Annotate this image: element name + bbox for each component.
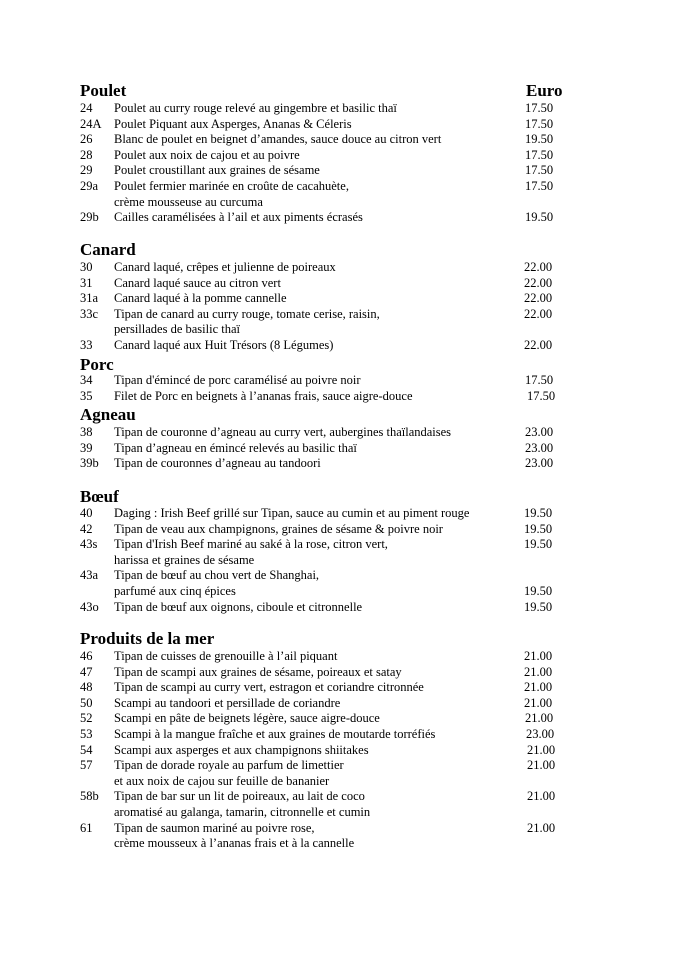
item-price: 23.00: [525, 456, 554, 471]
item-number: 53: [80, 727, 93, 741]
item-description: Tipan de veau aux champignons, graines de sésame & poivre noir: [114, 521, 443, 536]
item-price: 22.00: [524, 306, 553, 321]
item-description: Tipan de couronne d’agneau au curry vert, aubergines thaïlandaises: [114, 425, 452, 439]
item-description: Poulet au curry rouge relevé au gingembre et basilic thaï: [114, 101, 397, 115]
item-price: 19.50: [524, 599, 553, 614]
item-description: Tipan de bar sur un lit de poireaux, au lait de coco: [114, 789, 365, 804]
item-number: 26: [80, 132, 93, 147]
item-price: 17.50: [525, 179, 554, 193]
item-number: 35: [80, 388, 93, 403]
item-number: 54: [80, 742, 93, 757]
item-number: 33: [80, 338, 93, 352]
item-price: 17.50: [525, 147, 554, 162]
item-description: Scampi au tandoori et persillade de coriandre: [114, 695, 341, 710]
item-description: Poulet Piquant aux Asperges, Ananas & Céleris: [114, 116, 352, 131]
item-description: Tipan d’agneau en émincé relevés au basilic thaï: [114, 440, 357, 455]
item-description: aromatisé au galanga, tamarin, citronnelle et cumin: [114, 805, 371, 819]
item-description: Blanc de poulet en beignet d’amandes, sauce douce au citron vert: [114, 132, 442, 147]
item-number: 31a: [80, 291, 99, 306]
item-description: Tipan de cuisses de grenouille à l’ail piquant: [114, 649, 338, 663]
item-price: 19.50: [524, 506, 553, 520]
item-description: Canard laqué à la pomme cannelle: [114, 291, 287, 306]
item-price: 21.00: [524, 680, 553, 695]
item-description: crème mousseuse au curcuma: [114, 194, 263, 209]
item-price: 23.00: [525, 440, 554, 455]
item-number: 58b: [80, 789, 99, 804]
item-description: et aux noix de cajou sur feuille de bananier: [114, 773, 330, 788]
item-description: Canard laqué sauce au citron vert: [114, 275, 281, 290]
item-price: 19.50: [525, 132, 554, 147]
item-description: Tipan de bœuf au chou vert de Shanghai,: [114, 568, 320, 583]
item-price: 21.00: [527, 742, 556, 757]
item-price: 22.00: [524, 338, 553, 352]
item-number: 40: [80, 506, 93, 520]
item-number: 61: [80, 820, 93, 835]
section-title: Poulet: [80, 81, 127, 100]
item-price: 22.00: [524, 291, 553, 306]
currency-header: Euro: [526, 81, 563, 100]
item-number: 43o: [80, 599, 99, 614]
item-description: Tipan de saumon mariné au poivre rose,: [114, 820, 315, 835]
item-price: 17.50: [525, 101, 554, 115]
item-description: Tipan de couronnes d’agneau au tandoori: [114, 456, 321, 471]
item-number: 33c: [80, 306, 99, 321]
item-number: 57: [80, 758, 93, 773]
item-number: 24: [80, 101, 93, 115]
item-description: Filet de Porc en beignets à l’ananas frais, sauce aigre-douce: [114, 388, 413, 403]
section-title: Porc: [80, 355, 114, 374]
item-description: Cailles caramélisées à l’ail et aux piments écrasés: [114, 210, 363, 225]
item-price: 21.00: [527, 758, 556, 773]
item-description: harissa et graines de sésame: [114, 552, 255, 567]
section-title: Canard: [80, 240, 136, 259]
item-price: 19.50: [524, 521, 553, 536]
item-description: crème mousseux à l’ananas frais et à la cannelle: [114, 836, 355, 851]
item-price: 21.00: [527, 789, 556, 804]
item-price: 22.00: [524, 275, 553, 290]
item-number: 46: [80, 649, 93, 663]
item-number: 34: [80, 373, 93, 387]
item-number: 43a: [80, 568, 99, 583]
item-description: Tipan de bœuf aux oignons, ciboule et citronnelle: [114, 599, 363, 614]
item-price: 17.50: [525, 373, 554, 387]
item-description: Poulet fermier marinée en croûte de cacahuète,: [114, 179, 349, 193]
item-description: parfumé aux cinq épices: [114, 584, 236, 598]
item-price: 21.00: [527, 820, 556, 835]
item-number: 28: [80, 147, 93, 162]
item-price: 21.00: [524, 695, 553, 710]
item-description: Poulet croustillant aux graines de sésame: [114, 163, 320, 178]
item-price: 19.50: [524, 584, 553, 598]
item-description: Canard laqué, crêpes et julienne de poireaux: [114, 260, 336, 274]
item-number: 24A: [80, 116, 102, 131]
item-description: Poulet aux noix de cajou et au poivre: [114, 147, 300, 162]
item-description: Daging : Irish Beef grillé sur Tipan, sauce au cumin et au piment rouge: [114, 506, 470, 520]
item-description: Tipan de scampi aux graines de sésame, poireaux et satay: [114, 664, 402, 679]
item-price: 19.50: [524, 537, 553, 552]
item-number: 30: [80, 260, 93, 274]
item-number: 42: [80, 521, 93, 536]
item-description: Tipan de dorade royale au parfum de limettier: [114, 758, 344, 773]
item-number: 38: [80, 425, 93, 439]
item-number: 52: [80, 711, 93, 726]
item-number: 29b: [80, 210, 99, 225]
item-number: 50: [80, 695, 93, 710]
item-number: 39: [80, 440, 93, 455]
item-price: 21.00: [524, 649, 553, 663]
item-description: Scampi en pâte de beignets légère, sauce aigre-douce: [114, 711, 380, 726]
item-price: 17.50: [525, 163, 554, 178]
item-description: Canard laqué aux Huit Trésors (8 Légumes): [114, 338, 334, 352]
item-number: 47: [80, 664, 93, 679]
item-number: 39b: [80, 456, 99, 471]
section-title: Produits de la mer: [80, 629, 215, 648]
item-description: Tipan d'émincé de porc caramélisé au poivre noir: [114, 373, 361, 387]
item-description: Scampi à la mangue fraîche et aux graines de moutarde torréfiés: [114, 727, 436, 741]
item-price: 17.50: [527, 388, 556, 403]
item-price: 19.50: [525, 210, 554, 225]
item-description: Tipan de canard au curry rouge, tomate cerise, raisin,: [114, 306, 380, 321]
item-price: 17.50: [525, 116, 554, 131]
item-number: 29: [80, 163, 93, 178]
item-number: 43s: [80, 537, 98, 552]
item-price: 23.00: [525, 425, 554, 439]
item-number: 29a: [80, 179, 99, 193]
section-title: Agneau: [80, 405, 136, 424]
item-price: 22.00: [524, 260, 553, 274]
item-description: Scampi aux asperges et aux champignons shiitakes: [114, 742, 369, 757]
item-description: persillades de basilic thaï: [114, 322, 241, 337]
item-number: 31: [80, 275, 93, 290]
item-description: Tipan d'Irish Beef mariné au saké à la rose, citron vert,: [114, 537, 388, 552]
item-price: 21.00: [525, 711, 554, 726]
item-number: 48: [80, 680, 93, 695]
section-title: Bœuf: [80, 487, 119, 506]
item-price: 21.00: [524, 664, 553, 679]
item-description: Tipan de scampi au curry vert, estragon et coriandre citronnée: [114, 680, 424, 695]
item-price: 23.00: [526, 727, 555, 741]
